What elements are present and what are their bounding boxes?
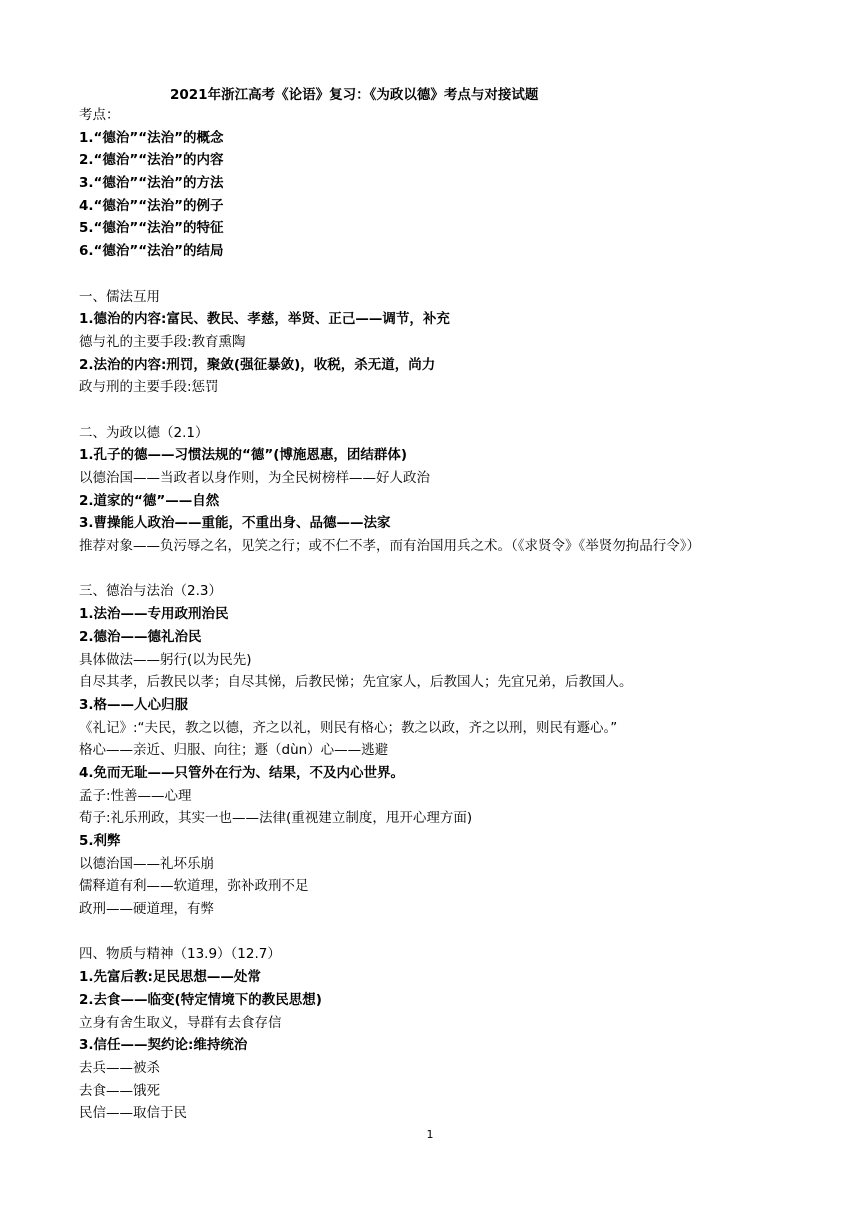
- text-line: 四、物质与精神（13.9）（12.7）: [79, 946, 281, 963]
- text-line: 2.道家的“德”——自然: [79, 492, 220, 509]
- text-line: 推荐对象——负污辱之名，见笑之行；或不仁不孝，而有治国用兵之术。（《求贤令》《举贤勿拘品行令》）: [79, 538, 700, 555]
- document-title: 2021年浙江高考《论语》复习：《为政以德》考点与对接试题: [170, 87, 539, 103]
- text-line: 二、为政以德（2.1）: [79, 424, 209, 441]
- text-line: 5.利弊: [79, 833, 121, 849]
- text-line: 去兵——被杀: [79, 1059, 160, 1076]
- text-line: 儒释道有利——软道理，弥补政刑不足: [79, 878, 309, 895]
- text-line: 1.法治——专用政刑治民: [79, 606, 229, 623]
- text-line: 立身有舍生取义，导群有去食存信: [79, 1014, 282, 1031]
- text-line: 1.孔子的德——习惯法规的“德”(博施恩惠，团结群体): [79, 447, 408, 464]
- text-line: 去食——饿死: [79, 1082, 160, 1099]
- text-line: 《礼记》:“夫民，教之以德，齐之以礼，则民有格心；教之以政，齐之以刑，则民有遯心。”: [79, 719, 618, 736]
- text-line: 三、德治与法治（2.3）: [79, 583, 222, 600]
- document-body: [79, 104, 849, 1125]
- text-line: 德与礼的主要手段:教育熏陶: [79, 333, 246, 350]
- text-line: 3.格——人心归服: [79, 696, 189, 713]
- text-line: 2.去食——临变(特定情境下的教民思想): [79, 991, 322, 1008]
- text-line: 以德治国——当政者以身作则，为全民树榜样——好人政治: [79, 470, 430, 486]
- text-line: 民信——取信于民: [79, 1105, 187, 1122]
- text-line: 格心——亲近、归服、向往；遯（dùn）心——逃避: [79, 742, 389, 759]
- text-line: 2.德治——德礼治民: [79, 628, 202, 645]
- text-line: 一、儒法互用: [79, 288, 160, 305]
- page-number: 1: [426, 1128, 434, 1141]
- text-line: 1.“德治”“法治”的概念: [79, 129, 224, 146]
- text-line: 考点：: [79, 107, 120, 123]
- text-line: 1.先富后教:足民思想——处常: [79, 969, 261, 986]
- blank-line: [79, 399, 849, 422]
- text-line: 孟子:性善——心理: [79, 787, 192, 804]
- text-line: 4.“德治”“法治”的例子: [79, 197, 224, 214]
- blank-line: [79, 558, 849, 581]
- text-line: 3.信任——契约论:维持统治: [79, 1037, 248, 1054]
- text-line: 5.“德治”“法治”的特征: [79, 220, 224, 237]
- text-line: 政与刑的主要手段:惩罚: [79, 379, 219, 396]
- blank-line: [79, 921, 849, 944]
- text-line: 自尽其孝，后教民以孝；自尽其悌，后教民悌；先宜家人，后教国人；先宜兄弟，后教国人。: [79, 674, 633, 691]
- text-line: 3.“德治”“法治”的方法: [79, 175, 224, 192]
- text-line: 以德治国——礼坏乐崩: [79, 855, 214, 872]
- text-line: 3.曹操能人政治——重能，不重出身、品德——法家: [79, 515, 391, 532]
- text-line: 6.“德治”“法治”的结局: [79, 243, 224, 260]
- blank-line: [79, 263, 849, 286]
- text-line: 4.免而无耻——只管外在行为、结果，不及内心世界。: [79, 764, 405, 781]
- text-line: 具体做法——躬行(以为民先): [79, 651, 252, 668]
- text-line: 2.法治的内容:刑罚，聚敛(强征暴敛)，收税，杀无道，尚力: [79, 356, 436, 373]
- text-line: 政刑——硬道理，有弊: [79, 901, 214, 918]
- text-line: 荀子:礼乐刑政，其实一也——法律(重视建立制度，甩开心理方面): [79, 810, 473, 827]
- text-line: 1.德治的内容:富民、教民、孝慈，举贤、正己——调节，补充: [79, 311, 450, 328]
- text-line: 2.“德治”“法治”的内容: [79, 152, 224, 169]
